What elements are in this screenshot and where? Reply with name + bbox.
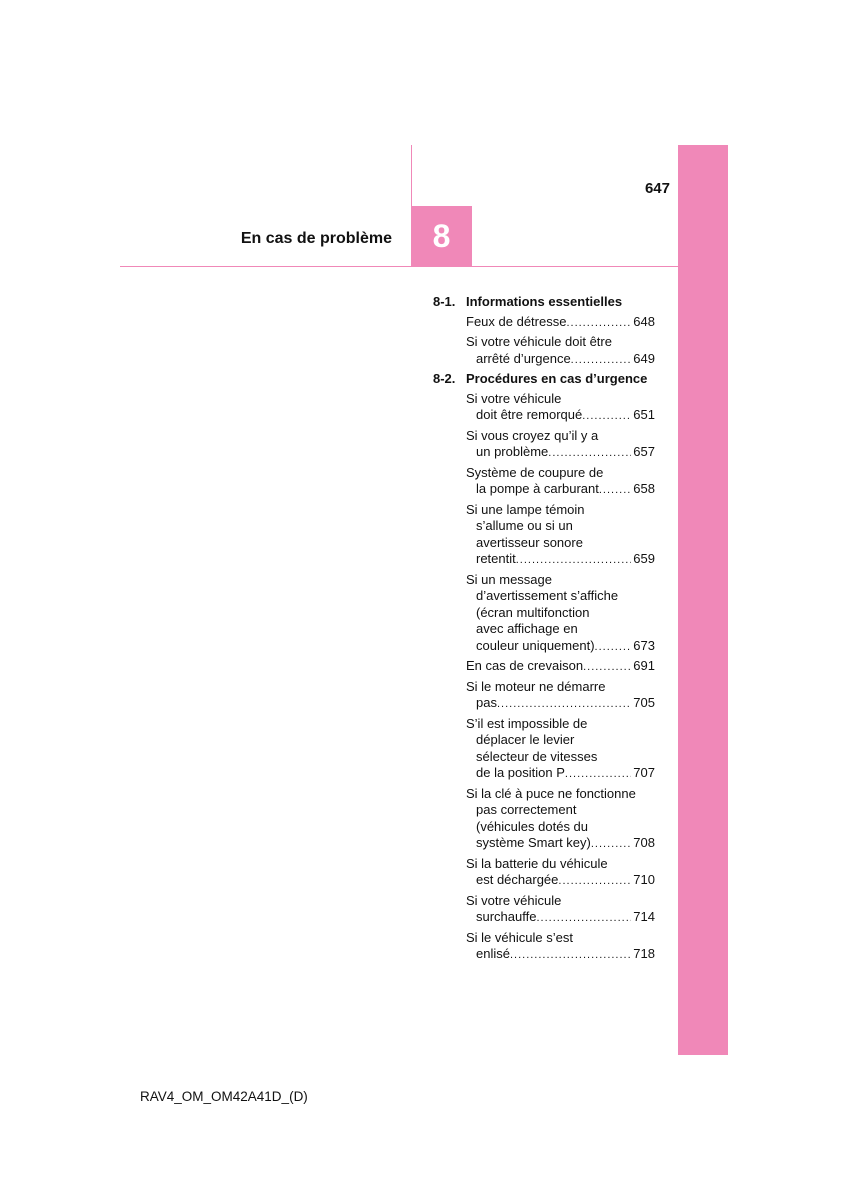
toc-entry[interactable] — [466, 465, 655, 499]
toc-section-title: Procédures en cas d’urgence — [466, 371, 648, 386]
toc-entry[interactable] — [466, 428, 655, 462]
toc-entry-line: avertisseur sonore — [476, 534, 583, 550]
toc-entry-line — [466, 481, 655, 499]
toc-entry-line: s’allume ou si un — [476, 518, 573, 533]
toc-section-title: Informations essentielles — [466, 294, 623, 309]
toc-dot-leader — [497, 696, 631, 713]
toc-section-number: 8-1. — [433, 294, 456, 309]
toc-section — [433, 294, 655, 368]
toc-entry-text: Feux de détresse — [466, 313, 567, 329]
toc-dot-leader — [582, 408, 631, 425]
toc-page-number: 648 — [633, 313, 655, 329]
table-of-contents — [433, 294, 655, 967]
toc-entry-text: la pompe à carburant — [476, 481, 599, 496]
toc-page-number: 651 — [633, 407, 655, 422]
chapter-side-tab — [678, 145, 728, 1055]
toc-entry-text: système Smart key) — [476, 835, 591, 850]
toc-entry-line: déplacer le levier — [476, 732, 575, 747]
toc-entry-text: enlisé — [476, 946, 510, 961]
toc-entry-line — [466, 658, 655, 676]
toc-page-number: 657 — [633, 444, 655, 459]
toc-entry-line: d’avertissement s’affiche — [476, 588, 619, 603]
toc-entry-line: S’il est impossible de — [466, 715, 588, 731]
toc-entry-line — [466, 909, 655, 927]
toc-page-number: 708 — [633, 835, 655, 850]
toc-page-number: 707 — [633, 765, 655, 780]
toc-entry-text: retentit — [476, 551, 516, 566]
toc-entry[interactable] — [466, 856, 655, 890]
toc-entry-line: Si vous croyez qu’il y a — [466, 427, 599, 443]
toc-dot-leader — [516, 552, 632, 569]
toc-page-number: 718 — [633, 946, 655, 961]
chapter-title: En cas de problème — [240, 230, 392, 247]
toc-entry-line: Système de coupure de — [466, 464, 604, 480]
toc-entry-line — [466, 835, 655, 853]
toc-dot-leader — [566, 315, 631, 332]
toc-entry-line — [466, 444, 655, 462]
toc-dot-leader — [599, 482, 631, 499]
toc-entry-text: couleur uniquement) — [476, 637, 595, 653]
toc-entry[interactable] — [466, 391, 655, 425]
toc-entry[interactable] — [466, 716, 655, 783]
toc-entry-text: un problème — [476, 444, 549, 459]
toc-entry-line: pas correctement — [476, 802, 577, 817]
toc-entry-line — [466, 314, 655, 332]
toc-page-number: 673 — [633, 637, 655, 653]
toc-entry[interactable] — [466, 658, 655, 676]
toc-entry-text: surchauffe — [476, 909, 537, 924]
toc-dot-leader — [591, 836, 631, 853]
toc-entry-line: Si votre véhicule — [466, 892, 562, 908]
toc-entry-line: Si votre véhicule doit être — [466, 334, 612, 349]
toc-entry-line — [466, 407, 655, 425]
toc-entry-text: de la position P — [476, 765, 565, 780]
toc-page-number: 658 — [633, 481, 655, 496]
toc-entry-line — [466, 551, 655, 569]
toc-dot-leader — [571, 352, 632, 369]
toc-entry-text: arrêté d’urgence — [476, 350, 571, 366]
toc-dot-leader — [583, 659, 631, 676]
toc-dot-leader — [510, 947, 631, 964]
toc-entry-line: Si une lampe témoin — [466, 501, 585, 517]
toc-entry[interactable] — [466, 334, 655, 368]
toc-entry-text: pas — [476, 695, 497, 710]
toc-entry-text: est déchargée — [476, 872, 559, 887]
toc-page-number: 714 — [633, 909, 655, 924]
toc-entry-line — [466, 695, 655, 713]
toc-section-heading — [433, 294, 655, 311]
toc-page-number: 710 — [633, 872, 655, 887]
toc-dot-leader — [565, 766, 631, 783]
toc-entry[interactable] — [466, 314, 655, 332]
toc-entry-line — [466, 946, 655, 964]
toc-entry-line — [466, 638, 655, 656]
toc-page-number: 705 — [633, 695, 655, 710]
toc-entry-line: (écran multifonction — [476, 604, 590, 620]
toc-entry-line: (véhicules dotés du — [476, 818, 589, 834]
chapter-number-badge: 8 — [411, 206, 472, 266]
toc-entry[interactable] — [466, 930, 655, 964]
toc-entry-line — [466, 351, 655, 369]
toc-entry-line: Si votre véhicule — [466, 390, 562, 406]
toc-entry-text: En cas de crevaison — [466, 658, 584, 673]
header-horizontal-rule — [120, 266, 678, 267]
toc-entry-line: avec affichage en — [476, 621, 578, 636]
toc-page-number: 649 — [633, 350, 655, 366]
toc-entry-line: Si la batterie du véhicule — [466, 855, 608, 871]
toc-entry-line: Si le moteur ne démarre — [466, 678, 606, 694]
toc-entry[interactable] — [466, 572, 655, 656]
toc-entry-line — [466, 872, 655, 890]
toc-page-number: 691 — [633, 658, 655, 673]
toc-entry[interactable] — [466, 679, 655, 713]
toc-entry-text: doit être remorqué — [476, 407, 583, 422]
toc-entry-line: Si un message — [466, 571, 552, 587]
toc-entry[interactable] — [466, 502, 655, 569]
toc-section-heading — [433, 371, 655, 388]
page-number: 647 — [644, 180, 670, 197]
toc-entry-line: Si le véhicule s’est — [466, 929, 573, 945]
toc-dot-leader — [548, 445, 631, 462]
document-footer-code: RAV4_OM_OM42A41D_(D) — [140, 1089, 308, 1104]
toc-dot-leader — [558, 873, 631, 890]
toc-section — [433, 371, 655, 964]
header-vertical-rule — [411, 145, 412, 207]
toc-entry-line — [466, 765, 655, 783]
toc-page-number: 659 — [633, 551, 655, 566]
toc-entry-line: Si la clé à puce ne fonctionne — [466, 785, 636, 801]
toc-dot-leader — [595, 639, 632, 656]
toc-section-number: 8-2. — [433, 371, 456, 386]
toc-entry-line: sélecteur de vitesses — [476, 748, 598, 764]
toc-dot-leader — [536, 910, 631, 927]
toc-entry[interactable] — [466, 893, 655, 927]
toc-entry[interactable] — [466, 786, 655, 853]
